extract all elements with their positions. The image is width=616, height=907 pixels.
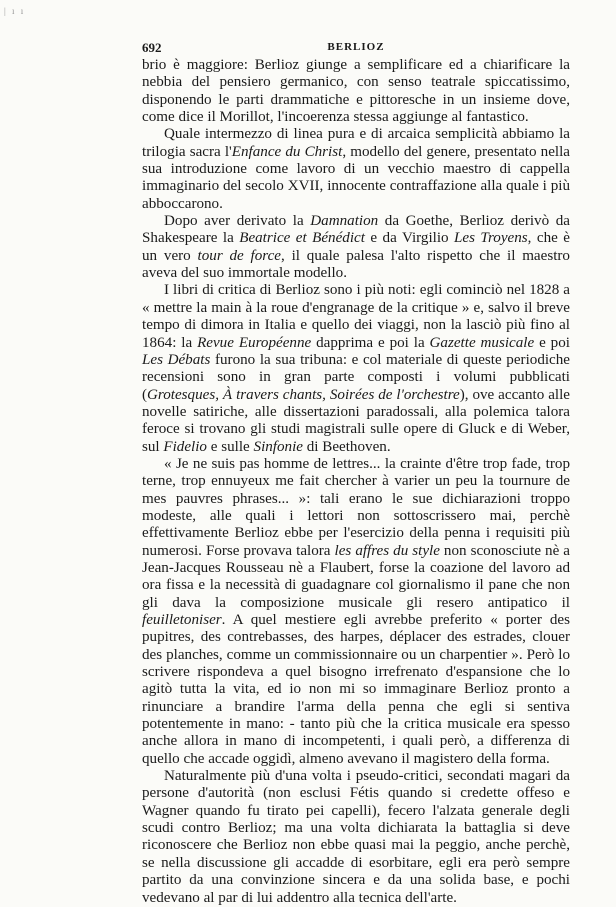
paragraph — [142, 282, 570, 455]
text-run: dapprima e poi la — [311, 334, 430, 351]
italic-title: Enfance du Christ — [231, 143, 343, 160]
italic-title: tour de force — [197, 247, 282, 264]
paragraph — [142, 768, 570, 907]
italic-title: les affres du style — [334, 542, 440, 559]
running-title: BERLIOZ — [327, 41, 385, 53]
italic-title: Fidelio — [163, 438, 207, 455]
text-run: , che è un vero — [142, 230, 570, 264]
italic-title: Gazette musicale — [429, 334, 535, 351]
italic-title: Revue Européenne — [197, 334, 312, 351]
text-run: « Je ne suis pas homme de lettres... la crainte d'être trop fade, trop terne, trop ennuyeux me fait chercher à varier un peu la tournure de mes pauvres phrases... »: tali erano le sue dichiarazioni troppo modeste, alle quali i lettori non sottoscrissero mai, perchè effettivamente Berlioz ebbe per l'esercizio della penna i requisiti più numerosi. Forse provava talora — [142, 455, 570, 559]
paragraph — [142, 456, 570, 768]
text-run: , modello del genere, presentato nella sua introduzione come lavoro di un vecchio maestro di cappella immaginario del secolo XVII, innocente contraffazione alla quale i più abboccarono. — [142, 143, 570, 212]
body-text — [142, 57, 570, 907]
text-run: da Goethe, Berlioz derivò da Shakespeare la — [142, 213, 570, 247]
corner-mark: | ı ı — [4, 6, 26, 16]
text-run: di Beethoven. — [302, 438, 391, 455]
italic-title: Les Débats — [142, 351, 211, 368]
text-run: , il quale palesa l'alto rispetto che il maestro aveva del suo immortale modello. — [142, 247, 570, 282]
text-run: brio è maggiore: Berlioz giunge a semplificare ed a chiarificare la nebbia del pensiero germanico, con senso teatrale spiccatissimo, disponendo le parti drammatiche e pittoresche in un insieme dove, come dice il Morillot, l'incoerenza stessa aggiunge al fantastico. — [142, 57, 570, 126]
text-run: non sconosciute nè a Jean-Jacques Rousseau nè a Flaubert, forse la coazione del lavoro ad ora fissa e la necessità di guadagnare col giornalismo il pane che non gli dava la composizione musicale gli resero antipatico il — [142, 542, 570, 611]
text-run: ), ove accanto alle novelle satiriche, alle dissertazioni paradossali, alla polemica talora feroce si trovano gli studi magistrali sulle opere di Gluck e di Weber, sul — [142, 386, 570, 455]
paragraph — [142, 126, 570, 213]
text-run: e da Virgilio — [364, 230, 455, 247]
text-run: furono la sua tribuna: e col materiale di queste periodiche recensioni sono in gran parte composti i volumi pubblicati ( — [142, 351, 570, 403]
text-run: e poi — [534, 334, 570, 351]
italic-title: Beatrice et Bénédict — [239, 230, 365, 247]
italic-title: Sinfonie — [253, 438, 303, 455]
text-run: Dopo aver derivato la — [164, 213, 311, 230]
italic-title: Damnation — [310, 213, 379, 230]
paragraph — [142, 213, 570, 282]
italic-title: feuilletoniser — [142, 612, 222, 628]
italic-title: Les Troyens — [454, 230, 528, 247]
text-run: . A quel mestiere egli avrebbe preferito « porter des pupitres, des contrebasses, des harpes, déplacer des estrades, clouer des planches, comme un commissionnaire ou un charpentier ». Però lo scrivere rispondeva a quel bisogno irrefrenato d'espansione che lo agitò tutta la vita, ed io non mi so immaginare Berlioz pronto a rinunciare a brandire l'arma della penna che egli si sentiva potentemente in mano: - tanto più che la critica musicale era spesso anche allora in mano di incompetenti, i quali però, a differenza di quello che accade oggidì, almeno avevano il magistero della forma. — [142, 612, 570, 767]
text-run: I libri di critica di Berlioz sono i più noti: egli cominciò nel 1828 a « mettre la main à la roue d'engranage de la critique » e, salvo il breve tempo di dimora in Italia e quello dei viaggi, non la lasciò più fino al 1864: la — [142, 282, 570, 351]
italic-title: Grotesques, À travers chants, Soirées de l'orchestre — [147, 386, 460, 403]
text-run: Quale intermezzo di linea pura e di arcaica semplicità abbiamo la trilogia sacra l' — [142, 126, 570, 160]
text-run: Naturalmente più d'una volta i pseudo-critici, secondati magari da persone d'autorità (non esclusi Fétis quando si credette offeso e Wagner quando fu tirato pei capelli), fecero l'alzata generale degli scudi contro Berlioz; ma una volta dichiarata la battaglia si deve riconoscere che Berlioz non ebbe quasi mai la peggio, anche perchè, se nella discussione gli accadde di esorbitare, egli era però sempre partito da una convinzione sincera e da una solida base, e pochi vedevano al par di lui addentro alla tecnica dell'arte. — [142, 768, 570, 906]
text-run: e sulle — [206, 438, 254, 455]
page-number: 692 — [142, 40, 162, 55]
paragraph — [142, 57, 570, 126]
